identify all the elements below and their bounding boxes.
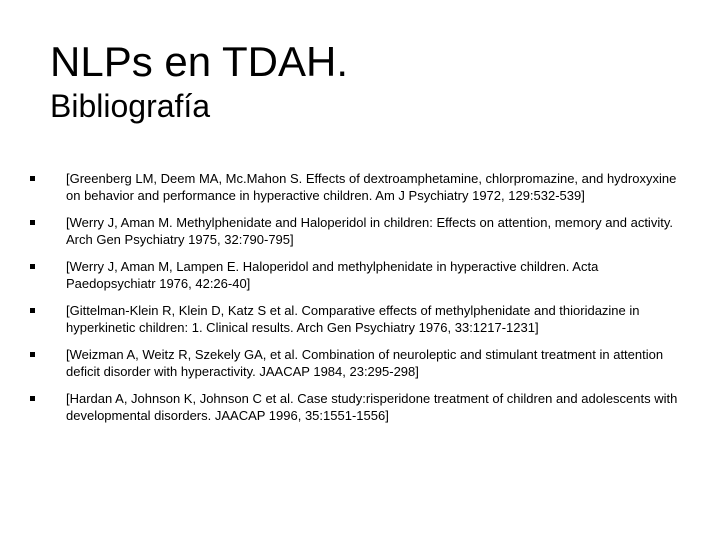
square-bullet-icon: [30, 352, 35, 357]
reference-item: [30, 170, 690, 204]
reference-text: [Gittelman-Klein R, Klein D, Katz S et al. Comparative effects of methylphenidate and thioridazine in hyperkinetic children: 1. Clinical results. Arch Gen Psychiatry 1976, 33:1217-1231]: [66, 303, 640, 335]
slide-subtitle: Bibliografía: [50, 88, 211, 124]
reference-item: [30, 346, 690, 380]
square-bullet-icon: [30, 308, 35, 313]
reference-item: [30, 258, 690, 292]
square-bullet-icon: [30, 220, 35, 225]
square-bullet-icon: [30, 396, 35, 401]
square-bullet-icon: [30, 176, 35, 181]
reference-list: [30, 170, 690, 434]
reference-item: [30, 214, 690, 248]
slide-title: NLPs en TDAH.: [50, 38, 348, 85]
reference-item: [30, 302, 690, 336]
reference-text: [Werry J, Aman M. Methylphenidate and Haloperidol in children: Effects on attention, memory and activity. Arch Gen Psychiatry 1975, 32:790-795]: [66, 215, 673, 247]
reference-text: [Greenberg LM, Deem MA, Mc.Mahon S. Effects of dextroamphetamine, chlorpromazine, and hydroxyxine on behavior and performance in hyperactive children. Am J Psychiatry 1972, 129:532-539]: [66, 171, 677, 203]
reference-text: [Werry J, Aman M, Lampen E. Haloperidol and methylphenidate in hyperactive children. Acta Paedopsychiatr 1976, 42:26-40]: [66, 259, 599, 291]
reference-text: [Weizman A, Weitz R, Szekely GA, et al. Combination of neuroleptic and stimulant treatment in attention deficit disorder with hyperactivity. JAACAP 1984, 23:295-298]: [66, 347, 664, 379]
reference-text: [Hardan A, Johnson K, Johnson C et al. Case study:risperidone treatment of children and adolescents with developmental disorders. JAACAP 1996, 35:1551-1556]: [66, 391, 678, 423]
reference-item: [30, 390, 690, 424]
square-bullet-icon: [30, 264, 35, 269]
